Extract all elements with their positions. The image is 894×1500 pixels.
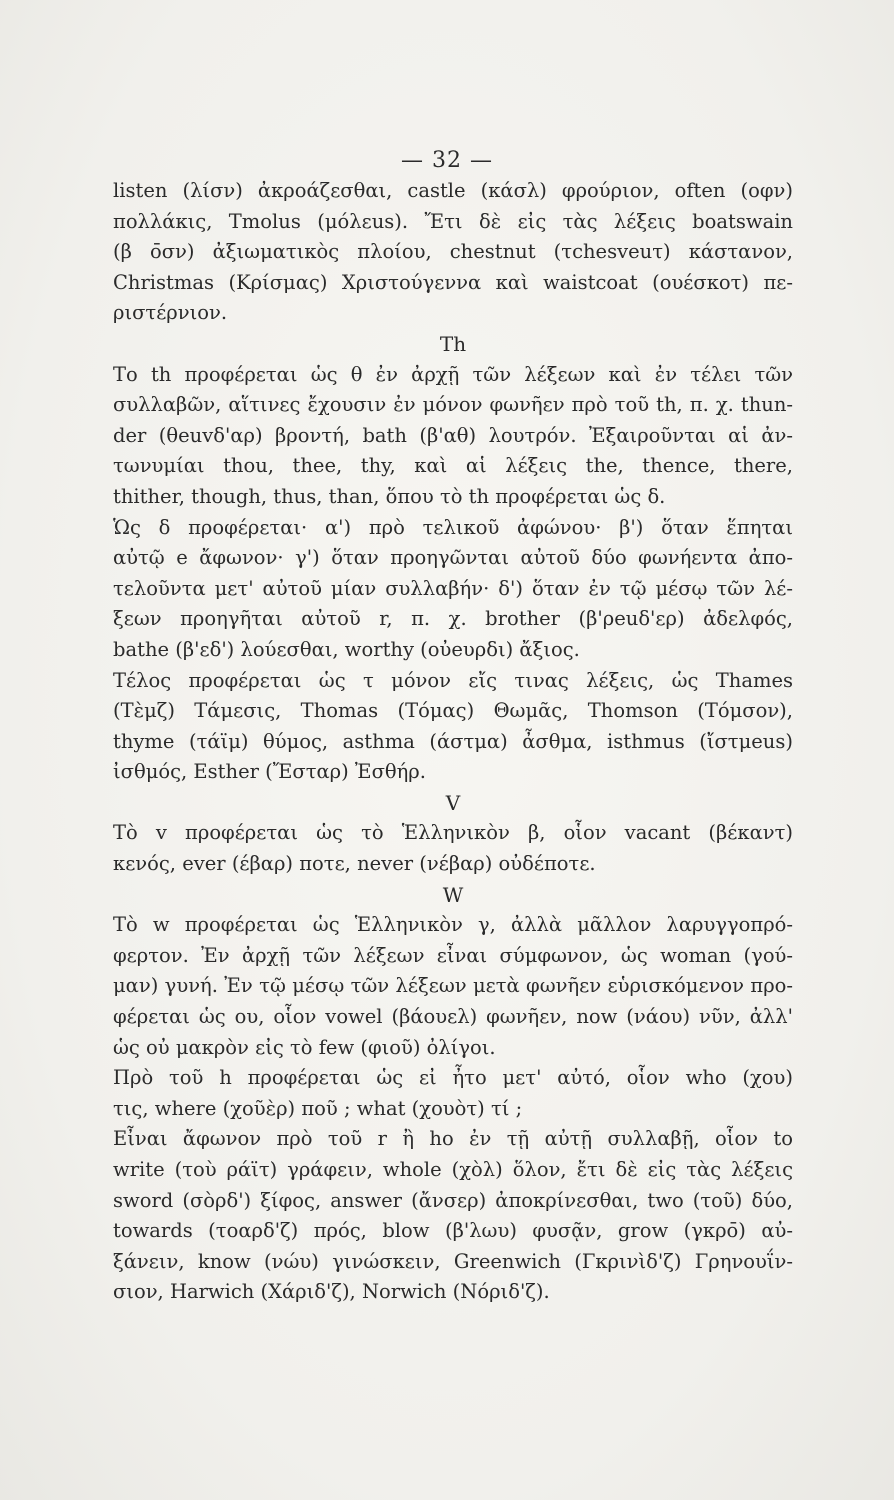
page-number: — 32 — xyxy=(401,148,493,173)
text-line: (β ο̄σν) ἀξιωματικὸς πλοίου, chestnut (τchesveuτ) κάστανον, xyxy=(113,240,793,264)
text-line: towards (τοαρδ'ζ) πρός, blow (β'λωυ) φυσᾷν, grow (γκρο̄) αὐ- xyxy=(113,1219,793,1243)
text-line: ὡς οὐ μακρὸν εἰς τὸ few (φιοῦ) ὀλίγοι. xyxy=(113,1035,496,1059)
text-line: τις, where (χοῦὲρ) ποῦ ; what (χουὸτ) τί ; xyxy=(113,1096,523,1120)
page-text-body xyxy=(113,176,793,1308)
text-line: thither, though, thus, than, ὅπου τὸ th προφέρεται ὡς δ. xyxy=(113,484,666,508)
text-line: ριστέρνιον. xyxy=(113,301,228,325)
text-line: ἰσθμός, Esther (Ἔσταρ) Ἐσθήρ. xyxy=(113,760,426,784)
text-line: listen (λίσν) ἀκροάζεσθαι, castle (κάσλ) φρούριον, often (οφν) xyxy=(113,179,793,202)
text-line: συλλαβῶν, αἵτινες ἔχουσιν ἐν μόνον φωνῆεν πρὸ τοῦ th, π. χ. thun- xyxy=(113,393,793,417)
text-line: τελοῦντα μετ' αὐτοῦ μίαν συλλαβήν· δ') ὅταν ἐν τῷ μέσῳ τῶν λέ- xyxy=(113,576,793,600)
section-heading: V xyxy=(445,790,461,815)
text-line: κενός, ever (έβαρ) ποτε, never (νέβαρ) οὐδέποτε. xyxy=(113,852,596,876)
text-line: μαν) γυνή. Ἐν τῷ μέσῳ τῶν λέξεων μετὰ φωνῆεν εὑρισκόμενον προ- xyxy=(113,974,793,998)
text-line: Εἶναι ἄφωνον πρὸ τοῦ r ἢ ho ἐν τῇ αὐτῇ συλλαβῇ, οἷον to xyxy=(113,1127,793,1151)
text-line: (Τὲμζ) Τάμεσις, Thomas (Τόμας) Θωμᾶς, Thomson (Τόμσον), xyxy=(113,699,793,723)
text-line: τωνυμίαι thou, thee, thy, καὶ αἱ λέξεις the, thence, there, xyxy=(113,454,793,478)
text-line: sword (σὸρδ') ξίφος, answer (ἄνσερ) ἀποκρίνεσθαι, two (τοῦ) δύο, xyxy=(113,1188,793,1212)
text-line: Το th προφέρεται ὡς θ ἐν ἀρχῇ τῶν λέξεων καὶ ἐν τέλει τῶν xyxy=(113,362,793,386)
text-line: φερτον. Ἐν ἀρχῇ τῶν λέξεων εἶναι σύμφωνον, ὡς woman (γού- xyxy=(113,943,793,967)
text-line: ξάνειν, know (νώυ) γινώσκειν, Greenwich (Γκρινὶδ'ζ) Γρηνουΐν- xyxy=(113,1249,793,1273)
text-line: Ὡς δ προφέρεται· α') πρὸ τελικοῦ ἀφώνου· β') ὅταν ἕπηται xyxy=(113,515,793,539)
text-line: Πρὸ τοῦ h προφέρεται ὡς εἰ ἦτο μετ' αὐτό, οἷον who (χου) xyxy=(113,1066,793,1090)
text-line: thyme (τάϊμ) θύμος, asthma (άστμα) ἆσθμα, isthmus (ἴστμeus) xyxy=(113,729,793,753)
text-line: der (θeuvδ'αρ) βροντή, bath (β'αθ) λουτρόν. Ἐξαιροῦνται αἱ ἀν- xyxy=(113,423,793,447)
text-line: Τὸ v προφέρεται ὡς τὸ Ἑλληνικὸν β, οἷον vacant (βέκαντ) xyxy=(113,821,793,845)
section-heading: W xyxy=(442,882,464,907)
text-line: αὐτῷ e ἄφωνον· γ') ὅταν προηγῶνται αὐτοῦ δύο φωνήεντα ἀπο- xyxy=(113,546,793,570)
text-line: Christmas (Κρίσμας) Χριστούγεννα καὶ waistcoat (ουέσκοτ) πε- xyxy=(113,270,793,294)
text-line: φέρεται ὡς ου, οἷον vowel (βάουελ) φωνῆεν, now (νάου) νῦν, ἀλλ' xyxy=(113,1005,793,1029)
section-heading: Th xyxy=(439,331,467,356)
text-line: ξεων προηγῆται αὐτοῦ r, π. χ. brother (β'ρeuδ'ερ) ἀδελφός, xyxy=(113,607,793,631)
text-line: bathe (β'εδ') λούεσθαι, worthy (οὐeυρδι) ἄξιος. xyxy=(113,637,580,661)
text-line: Τὸ w προφέρεται ὡς Ἑλληνικὸν γ, ἀλλὰ μᾶλλον λαρυγγοπρό- xyxy=(113,913,793,937)
text-line: write (τοὺ ράϊτ) γράφειν, whole (χὸλ) ὅλον, ἔτι δὲ εἰς τὰς λέξεις xyxy=(113,1158,793,1181)
text-line: σιον, Harwich (Χάριδ'ζ), Norwich (Νόριδ'ζ). xyxy=(113,1280,550,1304)
text-line: πολλάκις, Tmolus (μόλεus). Ἔτι δὲ εἰς τὰς λέξεις boatswain xyxy=(113,209,793,233)
text-line: Τέλος προφέρεται ὡς τ μόνον εἴς τινας λέξεις, ὡς Thames xyxy=(113,668,793,692)
